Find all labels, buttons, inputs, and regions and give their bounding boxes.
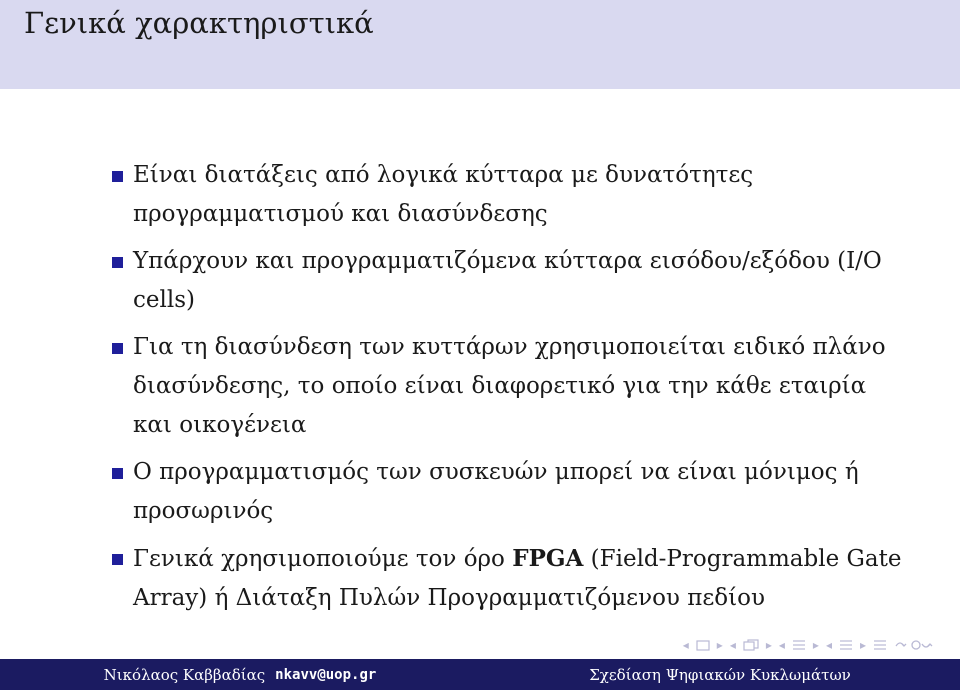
footer-bar <box>0 659 960 690</box>
nav-prev-frame-icon[interactable]: ◂ <box>682 638 689 652</box>
square-bullet-icon <box>112 171 123 182</box>
square-bullet-icon <box>112 257 123 268</box>
nav-next-page-icon[interactable]: ▸ <box>859 638 866 652</box>
bullet-text: Ο προγραμματισμός των συσκευών μπορεί να είναι μόνιμος ή προσωρινός <box>133 459 859 524</box>
square-bullet-icon <box>112 554 123 565</box>
footer-course: Σχεδίαση Ψηφιακών Κυκλωμάτων <box>589 665 851 684</box>
nav-next-subsection-icon[interactable]: ▸ <box>765 638 772 652</box>
nav-search-icon[interactable] <box>894 638 934 652</box>
bullet-text-bold: FPGA <box>512 545 584 572</box>
nav-frame-icon <box>696 640 710 651</box>
nav-subsection-icon <box>743 639 759 651</box>
bullet-item <box>112 242 912 320</box>
nav-prev-page-icon[interactable]: ◂ <box>825 638 832 652</box>
nav-next-section-icon[interactable]: ▸ <box>812 638 819 652</box>
square-bullet-icon <box>112 468 123 479</box>
nav-next-frame-icon[interactable]: ▸ <box>716 638 723 652</box>
bullet-item <box>112 156 912 234</box>
bullet-list <box>112 156 912 626</box>
bullet-text-after: (Field-Programmable Gate Array) ή Διάταξη Πυλών Προγραμματιζόμενου πεδίου <box>133 546 902 611</box>
bullet-text: Είναι διατάξεις από λογικά κύτταρα με δυνατότητες προγραμματισμού και διασύνδεσης <box>133 162 754 227</box>
footer-author: Νικόλαος Καββαδίας <box>103 665 266 684</box>
bullet-text-before: Γενικά χρησιμοποιούμε τον όρο <box>133 546 513 572</box>
bullet-item <box>112 328 912 445</box>
slide-header <box>0 0 960 89</box>
navigation-bar <box>0 632 960 658</box>
footer-course-block <box>480 659 960 690</box>
bullet-text: Για τη διασύνδεση των κυττάρων χρησιμοποιείται ειδικό πλάνο διασύνδεσης, το οποίο είναι διαφορετικό για την κάθε εταιρία και οικογένεια <box>133 334 886 438</box>
nav-page-icon <box>839 639 853 651</box>
bullet-item <box>112 539 912 618</box>
bullet-item <box>112 453 912 531</box>
nav-prev-section-icon[interactable]: ◂ <box>778 638 785 652</box>
slide-title: Γενικά χαρακτηριστικά <box>24 6 374 40</box>
square-bullet-icon <box>112 343 123 354</box>
bullet-text: Υπάρχουν και προγραμματιζόμενα κύτταρα εισόδου/εξόδου (I/O cells) <box>133 248 882 313</box>
footer-email: nkavv@uop.gr <box>275 666 377 683</box>
nav-section-icon <box>792 639 806 651</box>
nav-document-icon[interactable] <box>873 639 887 651</box>
nav-prev-subsection-icon[interactable]: ◂ <box>729 638 736 652</box>
footer-author-block <box>0 659 480 690</box>
